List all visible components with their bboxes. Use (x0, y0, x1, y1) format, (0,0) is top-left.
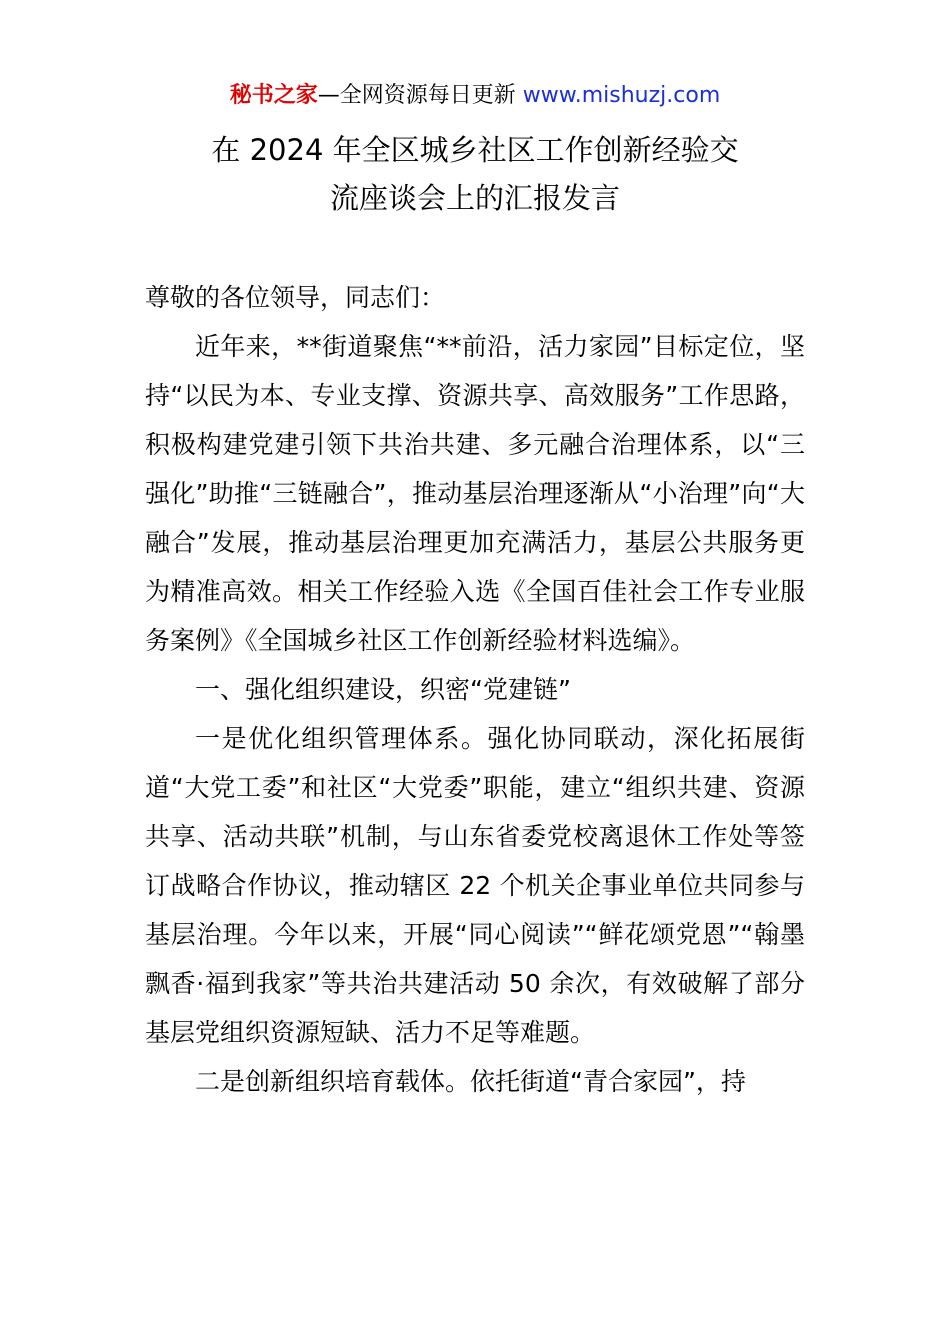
document-title-line-2: 流座谈会上的汇报发言 (329, 181, 620, 215)
section-heading: 一、强化组织建设，织密“党建链” (195, 675, 571, 704)
document-title-line-1: 在 2024 年全区城乡社区工作创新经验交 (211, 133, 739, 167)
document-body (145, 273, 805, 1106)
banner-tagline: —全网资源每日更新 (317, 83, 523, 108)
banner-url-link[interactable]: www.mishuzj.com (522, 83, 721, 108)
salutation: 尊敬的各位领导，同志们： (145, 283, 446, 312)
site-banner (0, 80, 950, 112)
paragraph: 二是创新组织培育载体。依托街道“青合家园”，持 (195, 1067, 746, 1096)
paragraph: 近年来，**街道聚焦“**前沿，活力家园”目标定位，坚持“以民为本、专业支撑、资源共享、高效服务”工作思路，积极构建党建引领下共治共建、多元融合治理体系，以“三强化”助推“三链融合”，推动基层治理逐渐从“小治理”向“大融合”发展，推动基层治理更加充满活力，基层公共服务更为精准高效。相关工作经验入选《全国百佳社会工作专业服务案例》《全国城乡社区工作创新经验材料选编》。 (145, 332, 805, 655)
paragraph: 一是优化组织管理体系。强化协同联动，深化拓展街道“大党工委”和社区“大党委”职能，建立“组织共建、资源共享、活动共联”机制，与山东省委党校离退休工作处等签订战略合作协议，推动辖区 22 个机关企事业单位共同参与基层治理。今年以来，开展“同心阅读”“鲜花颂党恩”“翰墨飘香·福到我家”等共治共建活动 50 余次，有效破解了部分基层党组织资源短缺、活力不足等难题。 (145, 724, 805, 1047)
banner-brand: 秘书之家 (229, 83, 318, 108)
